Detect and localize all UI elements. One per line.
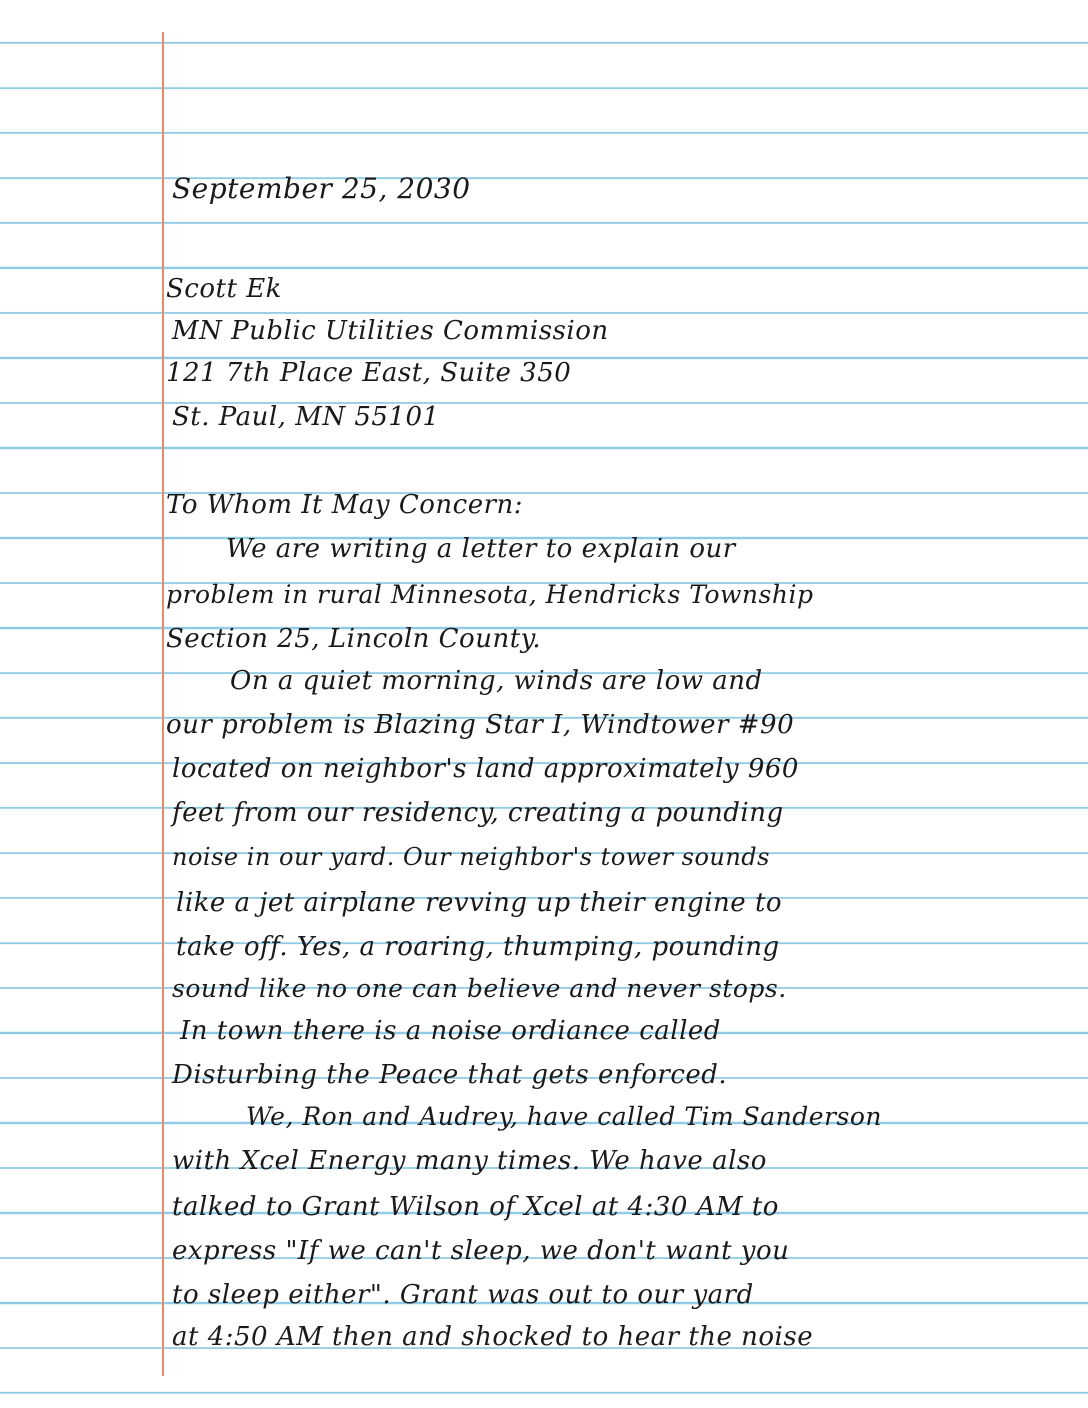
- recipient-organization: MN Public Utilities Commission: [172, 316, 609, 346]
- body-line: Section 25, Lincoln County.: [166, 624, 542, 654]
- body-line: located on neighbor's land approximately 960: [172, 754, 799, 784]
- body-line: sound like no one can believe and never stops.: [172, 974, 787, 1003]
- body-line: with Xcel Energy many times. We have also: [172, 1146, 767, 1176]
- body-line: In town there is a noise ordiance called: [180, 1016, 721, 1046]
- recipient-city: St. Paul, MN 55101: [172, 402, 440, 432]
- body-line: We are writing a letter to explain our: [226, 534, 736, 564]
- margin-line: [162, 32, 164, 1376]
- recipient-name: Scott Ek: [166, 274, 282, 304]
- body-line: On a quiet morning, winds are low and: [230, 666, 763, 696]
- body-line: at 4:50 AM then and shocked to hear the noise: [172, 1322, 814, 1352]
- body-line: We, Ron and Audrey, have called Tim Sanderson: [246, 1102, 883, 1131]
- body-line: Disturbing the Peace that gets enforced.: [172, 1060, 728, 1090]
- salutation: To Whom It May Concern:: [166, 490, 524, 520]
- recipient-street: 121 7th Place East, Suite 350: [166, 358, 572, 388]
- body-line: like a jet airplane revving up their engine to: [176, 888, 783, 918]
- body-line: talked to Grant Wilson of Xcel at 4:30 AM to: [172, 1192, 779, 1222]
- body-line: noise in our yard. Our neighbor's tower sounds: [172, 843, 770, 871]
- body-line: to sleep either". Grant was out to our yard: [172, 1280, 754, 1310]
- body-line: express "If we can't sleep, we don't want you: [172, 1236, 790, 1266]
- body-line: problem in rural Minnesota, Hendricks Township: [166, 580, 814, 609]
- body-line: take off. Yes, a roaring, thumping, pounding: [176, 932, 780, 962]
- body-line: feet from our residency, creating a pounding: [172, 798, 784, 828]
- body-line: our problem is Blazing Star I, Windtower #90: [166, 710, 795, 740]
- letter-date: September 25, 2030: [172, 172, 471, 205]
